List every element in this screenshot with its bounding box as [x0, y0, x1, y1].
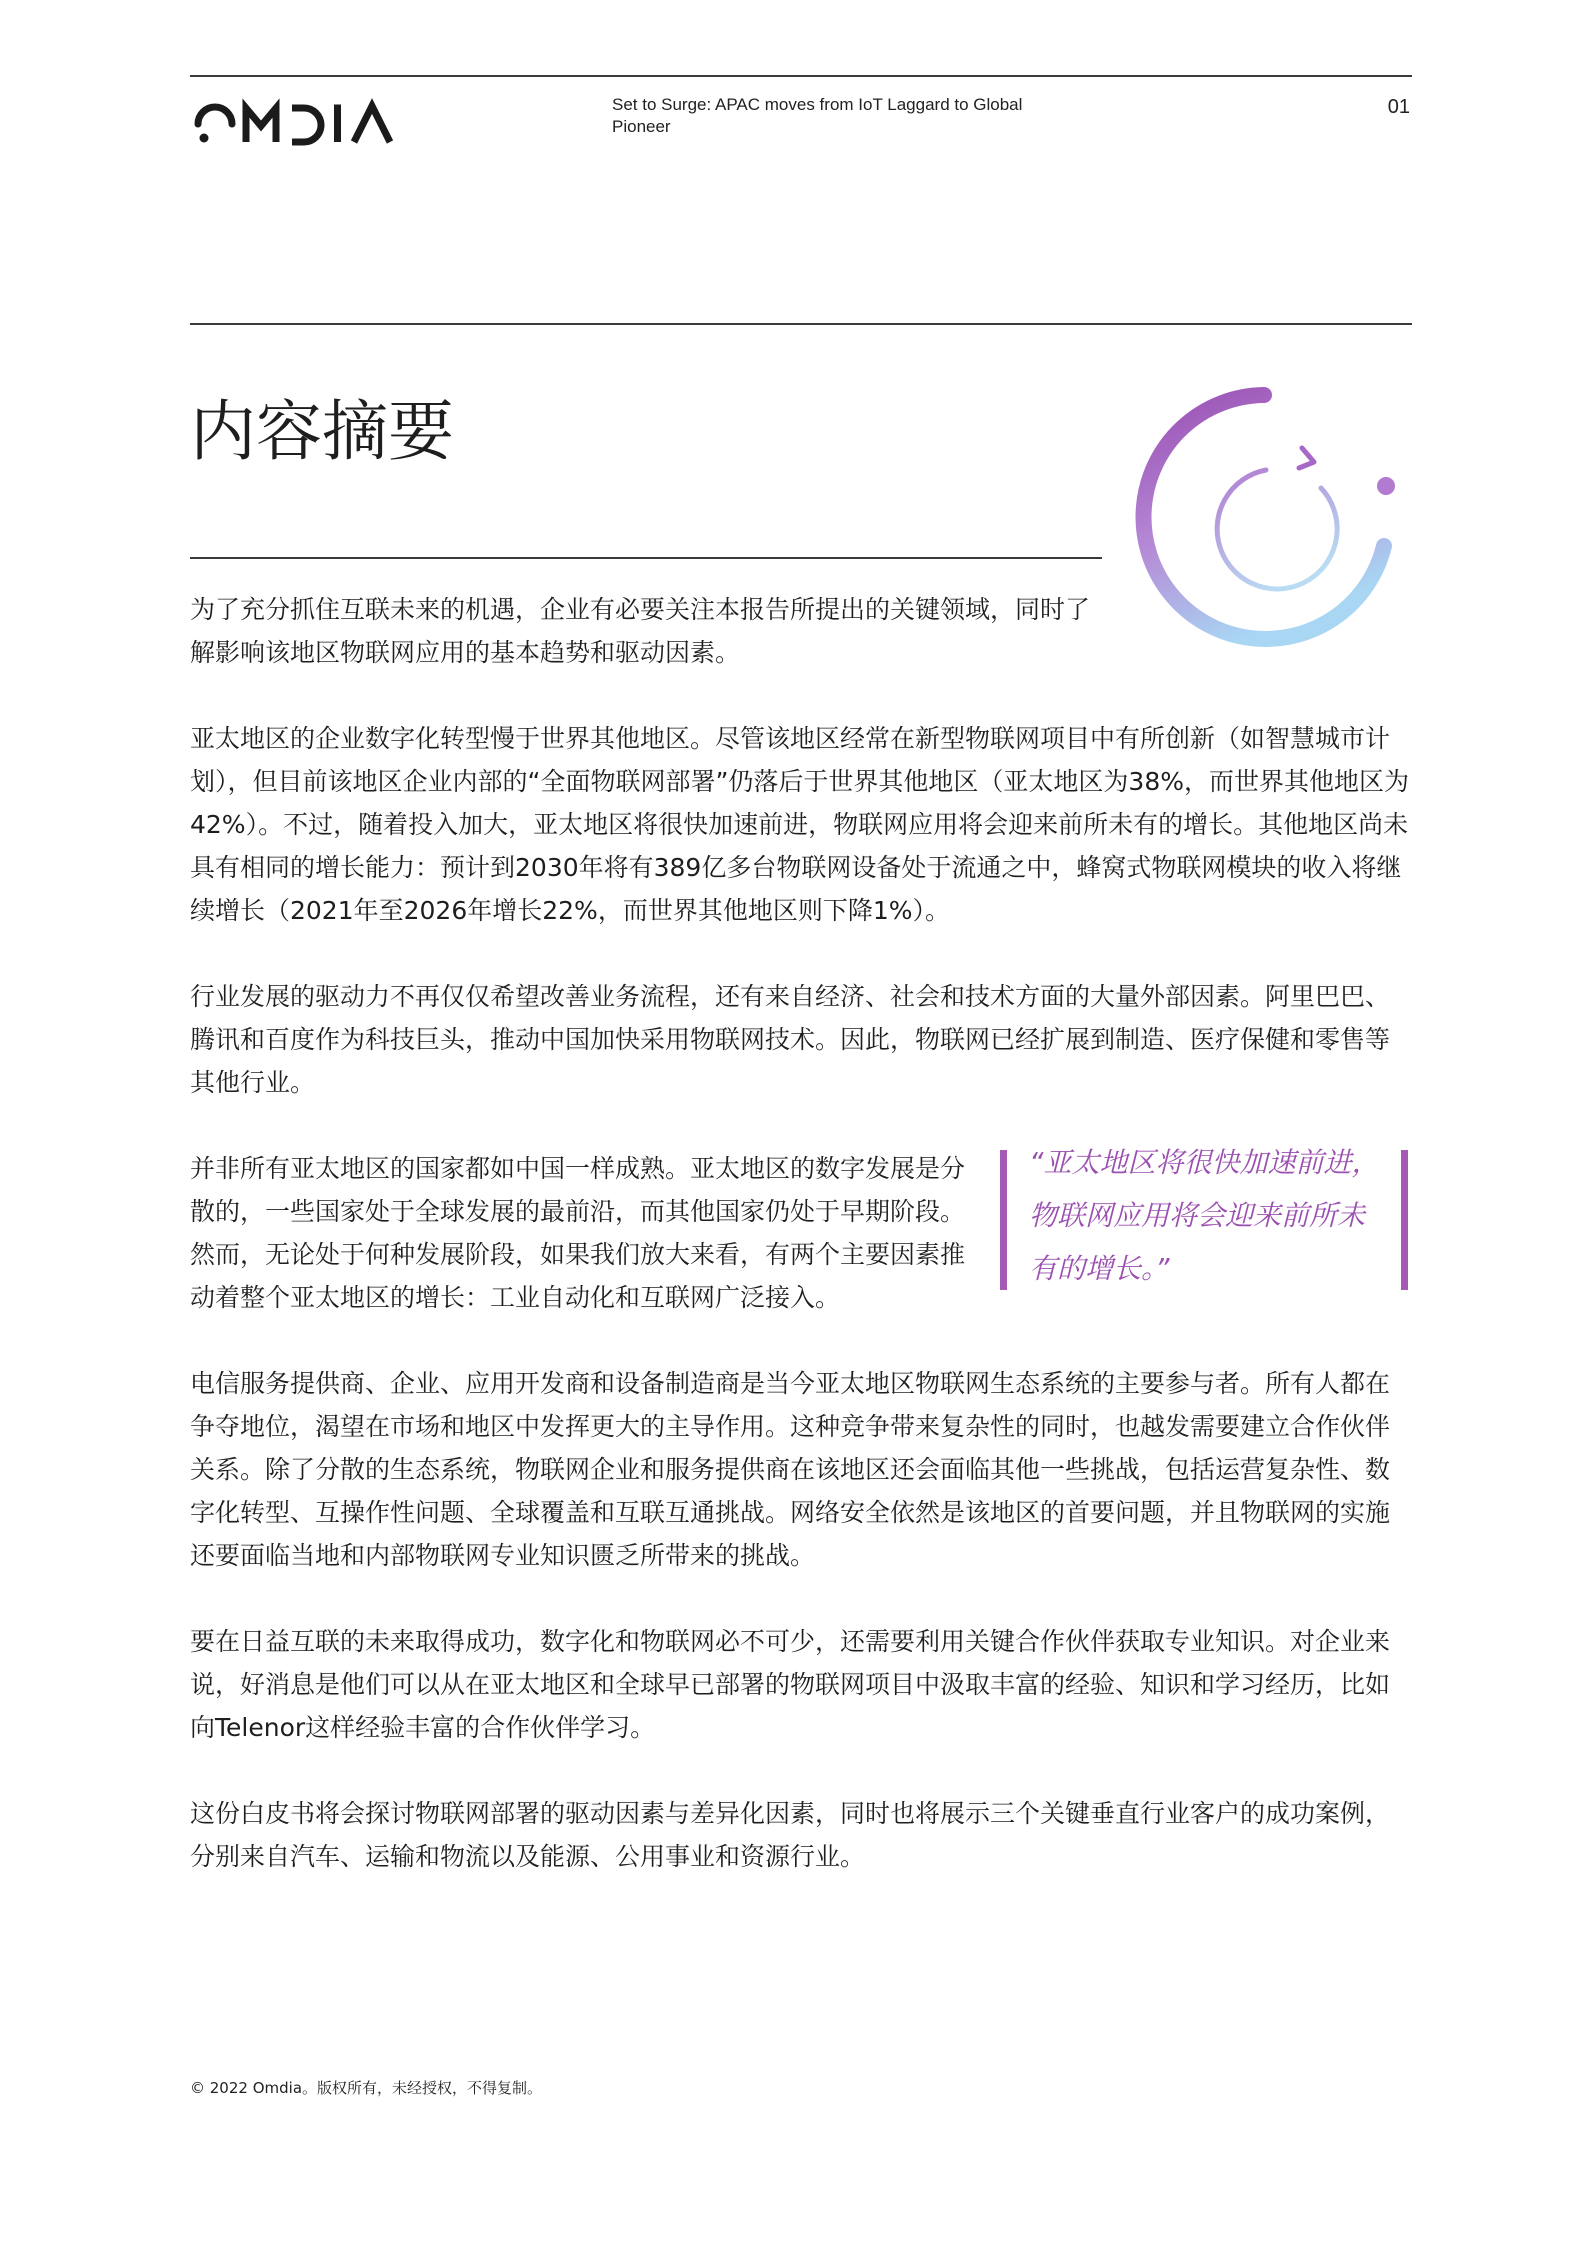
- paragraph-intro: 为了充分抓住互联未来的机遇，企业有必要关注本报告所提出的关键领域，同时了解影响该地区物联网应用的基本趋势和驱动因素。: [190, 595, 1091, 667]
- heading-rule: [190, 557, 1102, 559]
- pull-quote-text: “亚太地区将很快加速前进，物联网应用将会迎来前所未有的增长。”: [1029, 1146, 1380, 1285]
- paragraph-apac-digitalization: 亚太地区的企业数字化转型慢于世界其他地区。尽管该地区经常在新型物联网项目中有所创新（如智慧城市计划），但目前该地区企业内部的“全面物联网部署”仍落后于世界其他地区（亚太地区为38%，而世界其他地区为42%）。不过，随着投入加大，亚太地区将很快加速前进，物联网应用将会迎来前所未有的增长。其他地区尚未具有相同的增长能力：预计到2030年将有389亿多台物联网设备处于流通之中，蜂窝式物联网模块的收入将继续增长（2021年至2026年增长22%，而世界其他地区则下降1%）。: [190, 724, 1409, 925]
- page-number: 01: [1387, 96, 1410, 118]
- paragraph-partners: 要在日益互联的未来取得成功，数字化和物联网必不可少，还需要利用关键合作伙伴获取专业知识。对企业来说，好消息是他们可以从在亚太地区和全球早已部署的物联网项目中汲取丰富的经验、知识和学习经历，比如向Telenor这样经验丰富的合作伙伴学习。: [190, 1627, 1391, 1742]
- paragraph-whitepaper-scope: 这份白皮书将会探讨物联网部署的驱动因素与差异化因素，同时也将展示三个关键垂直行业客户的成功案例，分别来自汽车、运输和物流以及能源、公用事业和资源行业。: [190, 1799, 1391, 1871]
- header-bottom-rule: [190, 323, 1412, 325]
- copyright-notice: © 2022 Omdia。版权所有，未经授权，不得复制。: [190, 2079, 543, 2097]
- paragraph-maturity: 并非所有亚太地区的国家都如中国一样成熟。亚太地区的数字发展是分散的，一些国家处于全球发展的最前沿，而其他国家仍处于早期阶段。然而，无论处于何种发展阶段，如果我们放大来看，有两个主要因素推动着整个亚太地区的增长：工业自动化和互联网广泛接入。: [190, 1154, 966, 1312]
- omdia-logo: [194, 96, 414, 146]
- paragraph-ecosystem: 电信服务提供商、企业、应用开发商和设备制造商是当今亚太地区物联网生态系统的主要参与者。所有人都在争夺地位，渴望在市场和地区中发挥更大的主导作用。这种竞争带来复杂性的同时，也越发需要建立合作伙伴关系。除了分散的生态系统，物联网企业和服务提供商在该地区还会面临其他一些挑战，包括运营复杂性、数字化转型、互操作性问题、全球覆盖和互联互通挑战。网络安全依然是该地区的首要问题，并且物联网的实施还要面临当地和内部物联网专业知识匮乏所带来的挑战。: [190, 1369, 1391, 1570]
- paragraph-industry-drivers: 行业发展的驱动力不再仅仅希望改善业务流程，还有来自经济、社会和技术方面的大量外部因素。阿里巴巴、腾讯和百度作为科技巨头，推动中国加快采用物联网技术。因此，物联网已经扩展到制造、医疗保健和零售等其他行业。: [190, 982, 1391, 1097]
- page-title: 内容摘要: [190, 393, 454, 470]
- header-top-rule: [190, 75, 1412, 77]
- decorative-ring-graphic: [1116, 378, 1416, 668]
- pull-quote: [1000, 1146, 1408, 1290]
- document-title: Set to Surge: APAC moves from IoT Laggard to Global Pioneer: [612, 95, 1023, 136]
